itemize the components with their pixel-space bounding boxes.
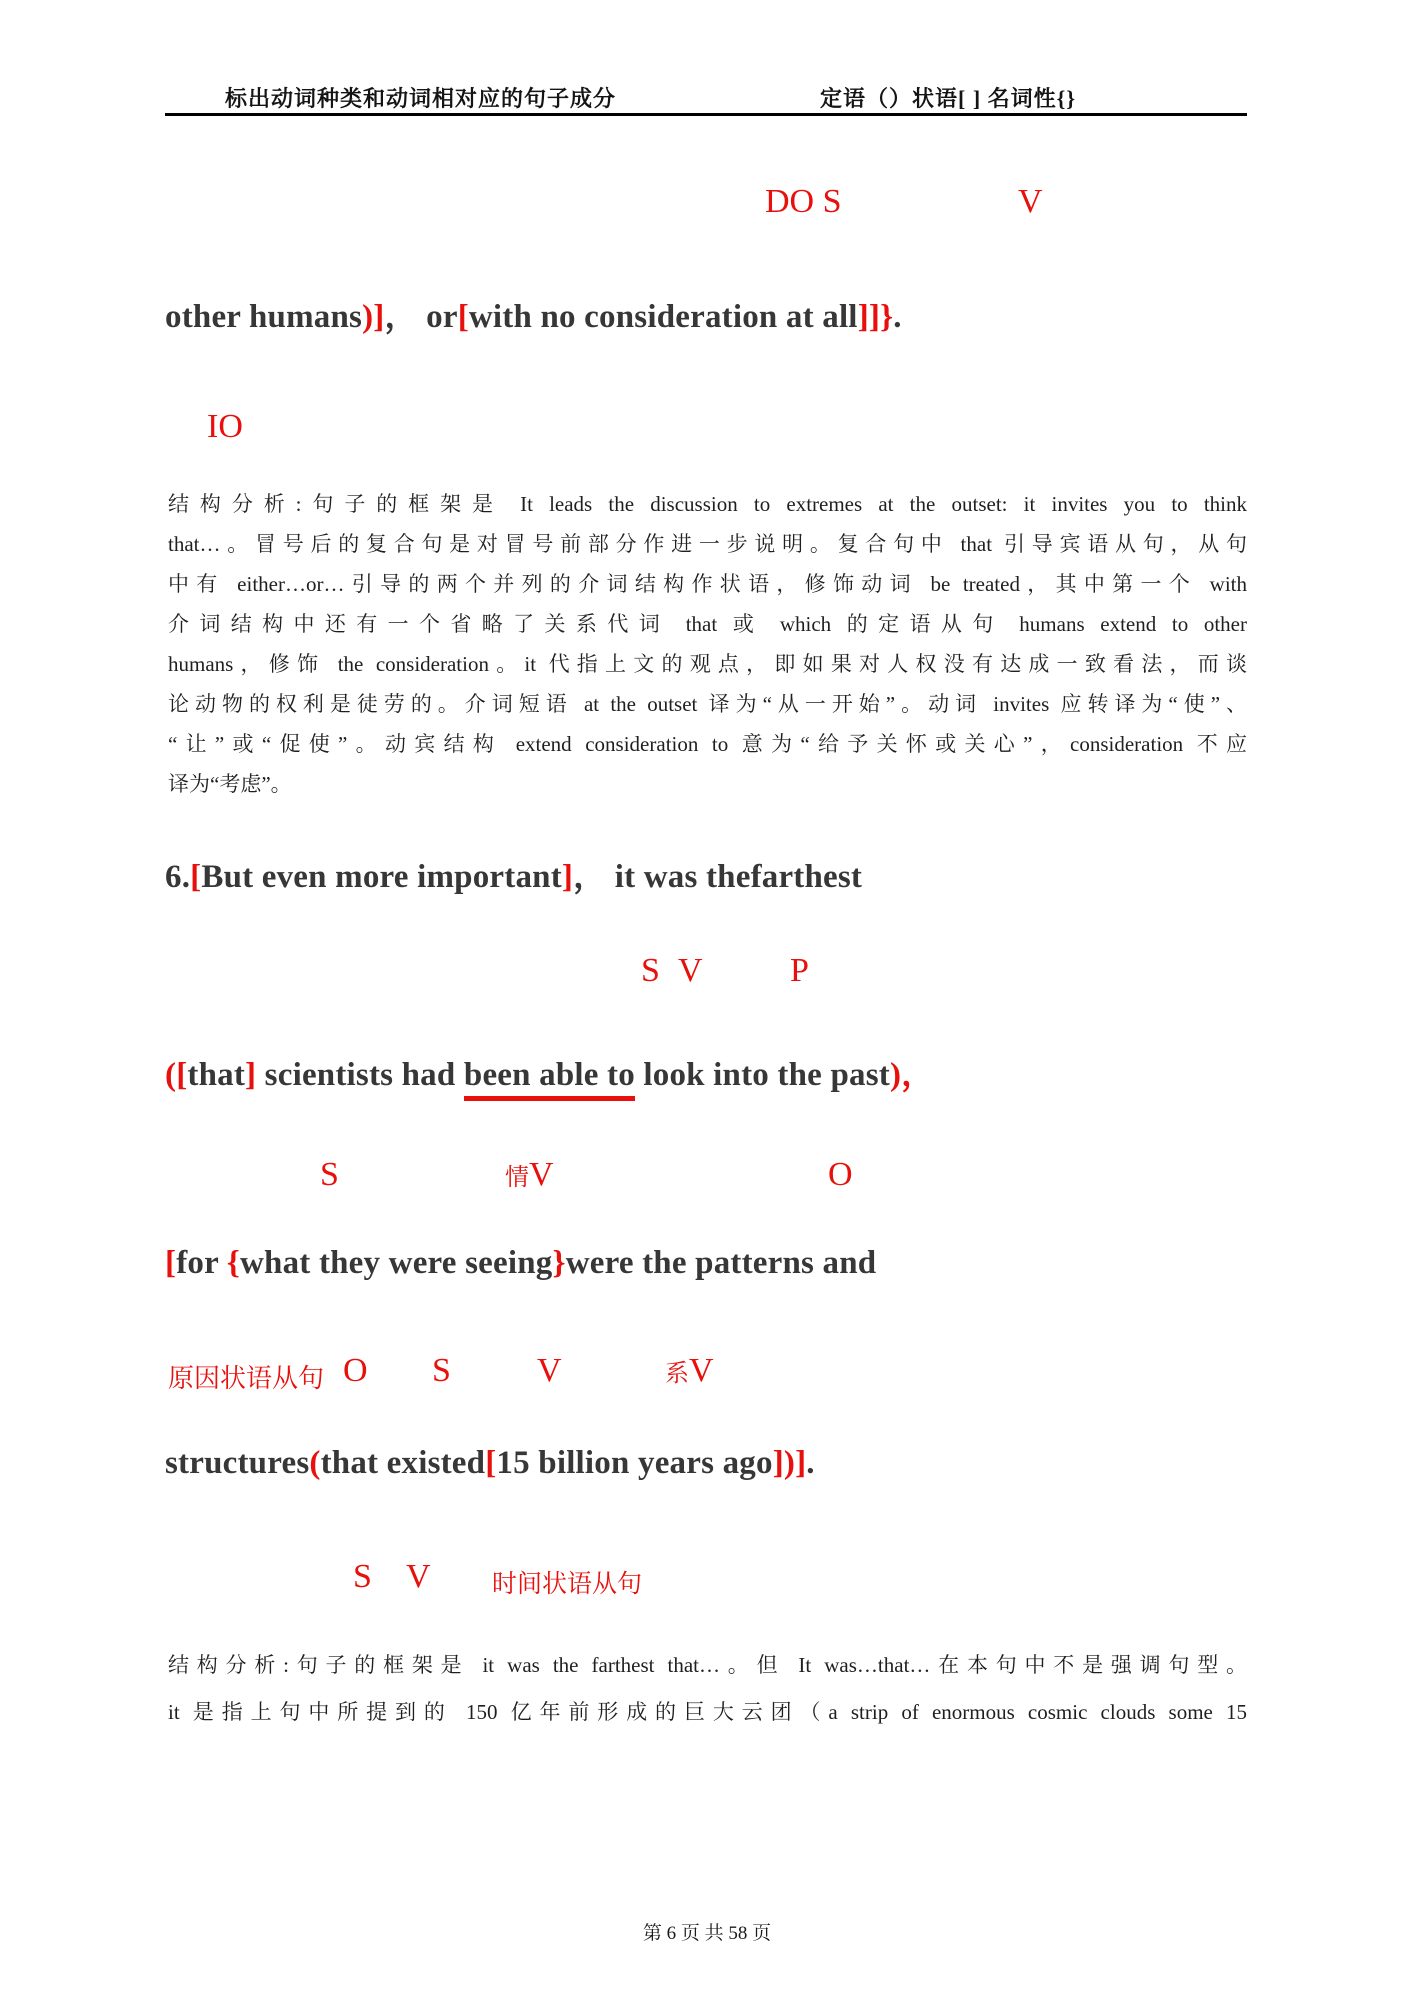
- sentence-6-l4-seg-2: that existed: [320, 1445, 486, 1481]
- header-rule: [165, 113, 1247, 116]
- sentence-6-l4-seg-0: structures: [165, 1445, 310, 1481]
- analysis-1-line-3: 中有 either…or…引导的两个并列的介词结构作状语，修饰动词 be treated，其中第一个 with: [168, 572, 1247, 596]
- analysis-1-line-1: 结构分析:句子的框架是 It leads the discussion to extremes at the outset: it invites you to think: [168, 492, 1247, 516]
- annotation-v-1: V: [1018, 183, 1043, 220]
- sentence-6-l3-seg-3: what they were seeing: [240, 1245, 553, 1281]
- analysis-1-line-5: humans，修饰 the consideration。it 代指上文的观点，即如果对人权没有达成一致看法，而谈: [168, 652, 1247, 676]
- analysis-1-line-8: 译为“考虑”。: [168, 772, 292, 796]
- sentence-6-l2-seg-3: scientists had: [256, 1057, 464, 1093]
- annotation-io: IO: [207, 408, 243, 445]
- annotation-xi-cjk: 系: [665, 1361, 689, 1387]
- sentence-5-seg-2: ， or: [384, 299, 458, 335]
- annotation-s-5: S: [353, 1558, 372, 1595]
- sentence-6-l2-underlined: been able to: [464, 1057, 635, 1101]
- sentence-6-l4-seg-6: .: [806, 1445, 815, 1481]
- sentence-6-l3-seg-2: {: [226, 1245, 241, 1281]
- sentence-5-seg-6: .: [893, 299, 902, 335]
- sentence-6-l4-seg-5: ])]: [772, 1445, 807, 1481]
- sentence-6-heading: [165, 850, 862, 897]
- header-left-title: 标出动词种类和动词相对应的句子成分: [225, 86, 617, 111]
- sentence-6-l3-seg-4: }: [552, 1245, 566, 1281]
- annotation-v-4: V: [537, 1352, 562, 1389]
- annotation-o-3: O: [828, 1156, 853, 1193]
- sentence-6-heading-seg-0: 6.: [165, 859, 191, 895]
- sentence-6-l2-seg-2: ]: [245, 1057, 257, 1093]
- annotation-qing-v-latin: V: [529, 1156, 554, 1193]
- analysis-2-line-1: 结构分析:句子的框架是 it was the farthest that…。但 It was…that…在本句中不是强调句型。: [168, 1653, 1247, 1677]
- analysis-paragraph-1: [168, 484, 1247, 804]
- annotation-p: P: [790, 952, 809, 989]
- sentence-5-seg-3: [: [457, 299, 469, 335]
- annotation-reason-clause: 原因状语从句: [168, 1364, 325, 1393]
- header-right-legend: 定语（）状语[ ] 名词性{}: [820, 86, 1076, 111]
- sentence-5-seg-4: with no consideration at all: [468, 299, 858, 335]
- annotation-s-2: S: [641, 952, 660, 989]
- annotation-v-5: V: [406, 1558, 431, 1595]
- annotation-s-3: S: [320, 1156, 339, 1193]
- analysis-2-line-2: it 是指上句中所提到的 150 亿年前形成的巨大云团（a strip of enormous cosmic clouds some 15: [168, 1700, 1247, 1724]
- sentence-6-heading-seg-3: ]: [561, 859, 574, 895]
- sentence-6-line-4: [165, 1445, 815, 1482]
- sentence-6-l2-seg-6: )，: [889, 1057, 935, 1093]
- annotation-do-s: DO S: [765, 183, 842, 220]
- annotation-qing-v: [505, 1156, 554, 1194]
- sentence-6-l2-seg-0: ([: [165, 1057, 188, 1093]
- page-number-footer: 第 6 页 共 58 页: [642, 1923, 772, 1944]
- sentence-6-heading-seg-1: [: [190, 859, 202, 895]
- sentence-5-seg-1: )]: [362, 299, 385, 335]
- annotation-xi-v: [665, 1352, 714, 1390]
- sentence-6-l2-seg-1: that: [187, 1057, 246, 1093]
- analysis-1-line-4: 介词结构中还有一个省略了关系代词 that 或 which 的定语从句 humans extend to other: [168, 612, 1247, 636]
- sentence-6-heading-seg-2: But even more important: [201, 859, 562, 895]
- sentence-6-line-3: [165, 1245, 876, 1282]
- analysis-1-line-6: 论动物的权利是徒劳的。介词短语 at the outset 译为“从一开始”。动词 invites 应转译为“使”、: [168, 692, 1247, 716]
- sentence-6-l2-seg-5: look into the past: [634, 1057, 890, 1093]
- annotation-o-4: O: [343, 1352, 368, 1389]
- sentence-6-l4-seg-3: [: [485, 1445, 497, 1481]
- sentence-6-heading-seg-4: ， it was thefarthest: [573, 859, 863, 895]
- analysis-1-line-7: “让”或“促使”。动宾结构 extend consideration to 意为“给予关怀或关心”，consideration 不应: [168, 732, 1247, 756]
- annotation-qing-cjk: 情: [505, 1165, 529, 1191]
- sentence-5-line: [165, 290, 902, 337]
- annotation-xi-v-latin: V: [689, 1352, 714, 1389]
- sentence-5-seg-0: other humans: [165, 299, 363, 335]
- sentence-6-l4-seg-1: (: [309, 1445, 321, 1481]
- sentence-6-l3-seg-5: were the patterns and: [565, 1245, 877, 1281]
- annotation-time-clause: 时间状语从句: [492, 1571, 643, 1598]
- sentence-6-l4-seg-4: 15 billion years ago: [496, 1445, 773, 1481]
- analysis-1-line-2: that…。冒号后的复合句是对冒号前部分作进一步说明。复合句中 that 引导宾语从句，从句: [168, 532, 1247, 556]
- sentence-6-l3-seg-1: for: [176, 1245, 227, 1281]
- annotation-s-4: S: [432, 1352, 451, 1389]
- annotation-v-2: V: [678, 952, 703, 989]
- sentence-6-l3-seg-0: [: [165, 1245, 177, 1281]
- sentence-6-line-2: [165, 1048, 934, 1095]
- sentence-5-seg-5: ]]}: [857, 299, 894, 335]
- analysis-paragraph-2: [168, 1642, 1247, 1736]
